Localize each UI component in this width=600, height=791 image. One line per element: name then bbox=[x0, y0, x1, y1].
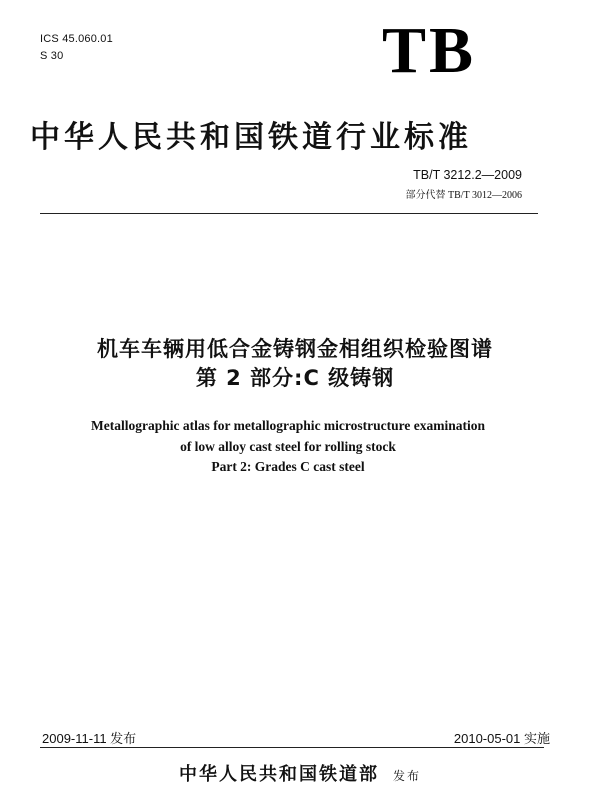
chinese-title-line-2: 第 2 部分:C 级铸钢 bbox=[195, 366, 395, 390]
replaces-note: 部分代替 TB/T 3012—2006 bbox=[405, 190, 522, 201]
english-title-line-2: of low alloy cast steel for rolling stock bbox=[180, 439, 396, 454]
english-title-line-3: Part 2: Grades C cast steel bbox=[211, 459, 365, 474]
bottom-divider bbox=[40, 747, 544, 748]
publisher-name: 中华人民共和国铁道部 bbox=[178, 764, 379, 785]
standard-type-title: 中华人民共和国铁道行业标准 bbox=[30, 120, 472, 155]
effective-date: 2010-05-01 实施 bbox=[453, 731, 550, 746]
ics-code: ICS 45.060.01 bbox=[40, 33, 113, 45]
tb-logo: TB bbox=[382, 14, 477, 87]
issue-date: 2009-11-11 发布 bbox=[42, 731, 137, 746]
standard-number: TB/T 3212.2—2009 bbox=[413, 168, 522, 182]
ccs-code: S 30 bbox=[40, 50, 64, 62]
publisher-line bbox=[0, 760, 600, 786]
top-divider bbox=[40, 213, 538, 214]
chinese-title-line-1: 机车车辆用低合金铸钢金相组织检验图谱 bbox=[97, 337, 493, 361]
publisher-verb: 发布 bbox=[392, 769, 421, 783]
english-title-line-1: Metallographic atlas for metallographic microstructure examination bbox=[90, 418, 486, 433]
